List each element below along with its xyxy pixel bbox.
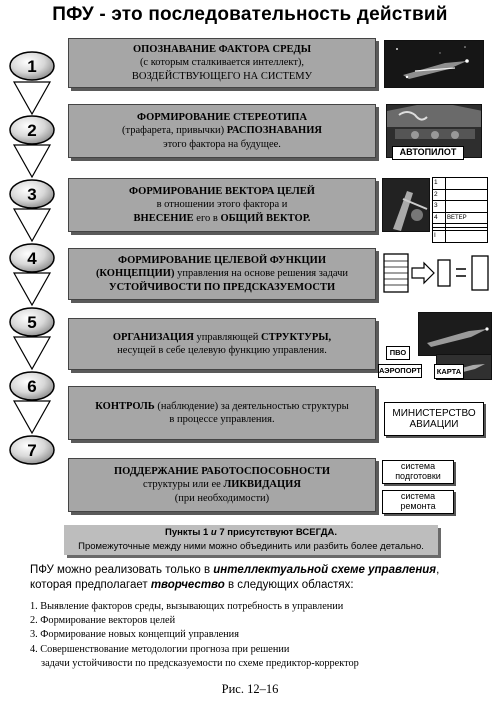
list-item: задачи устойчивости по предсказуемости по схеме предиктор-корректор: [41, 657, 359, 669]
pvo-label: ПВО: [386, 346, 410, 360]
note-text: Пункты 1: [164, 527, 211, 538]
ministry-box: МИНИСТЕРСТВО АВИАЦИИ: [384, 402, 484, 436]
creative-areas-list: [30, 600, 490, 671]
step-number-7: 7: [27, 441, 37, 460]
intro-paragraph: ПФУ можно реализовать только в интеллектуальной схеме управления, которая предполагает творчество в следующих областях:: [30, 564, 440, 591]
flow-arrow-3: [14, 209, 50, 241]
vector-row-num: 4: [433, 212, 446, 224]
training-system-box: система подготовки: [382, 460, 454, 484]
autopilot-label: АВТОПИЛОТ: [392, 146, 464, 160]
list-item: 4. Совершенствование методологии прогноза при решении: [30, 643, 290, 655]
flow-arrow-1: [14, 82, 50, 114]
vector-row-num: 2: [433, 189, 446, 201]
note-detail: Промежуточные между ними можно объединить или разбить более детально.: [78, 540, 424, 552]
step-box-1: ОПОЗНАВАНИЕ ФАКТОРА СРЕДЫ (с которым сталкивается интеллект), ВОЗДЕЙСТВУЮЩЕГО НА СИСТЕМУ: [68, 38, 376, 88]
step-flow-arrows: [0, 44, 64, 504]
flow-arrow-6: [14, 401, 50, 433]
flow-arrow-4: [14, 273, 50, 305]
step-number-4: 4: [27, 249, 37, 268]
arrow-right-icon: [412, 263, 434, 283]
night-plane-photo: [384, 40, 484, 88]
vector-photo: [382, 178, 430, 232]
vector-row-num: 1: [433, 178, 446, 190]
airport-label: АЭРОПОРТ: [378, 364, 422, 378]
page-title: ПФУ - это последовательность действий: [52, 4, 448, 25]
result-box-icon: [472, 256, 488, 290]
step-box-7: ПОДДЕРЖАНИЕ РАБОТОСПОСОБНОСТИ структуры или ее ЛИКВИДАЦИЯ (при необходимости): [68, 458, 376, 512]
repair-system-box: система ремонта: [382, 490, 454, 514]
list-item: 2. Формирование векторов целей: [30, 615, 176, 627]
plane-photo-large: [418, 312, 492, 356]
target-function-diagram: [382, 252, 492, 296]
step-box-6: КОНТРОЛЬ (наблюдение) за деятельностью структуры в процессе управления.: [68, 386, 376, 440]
map-label: КАРТА: [434, 364, 464, 379]
list-item: 1. Выявление факторов среды, вызывающих потребность в управлении: [30, 601, 344, 612]
step-number-1: 1: [27, 57, 37, 76]
vector-wind-label: ВЕТЕР: [446, 212, 488, 224]
figure-caption: Рис. 12–16: [221, 682, 279, 696]
step-number-3: 3: [27, 185, 37, 204]
step-number-2: 2: [27, 121, 37, 140]
flow-arrow-5: [14, 337, 50, 369]
plane-icon: [419, 313, 492, 356]
step-box-3: ФОРМИРОВАНИЕ ВЕКТОРА ЦЕЛЕЙ в отношении этого фактора и ВНЕСЕНИЕ его в ОБЩИЙ ВЕКТОР.: [68, 178, 376, 232]
vector-row-num: I: [433, 231, 446, 243]
crane-icon: [383, 179, 430, 232]
note-banner: Пункты 1 и 7 присутствуют ВСЕГДА. Промежуточные между ними можно объединить или разбить более детально.: [64, 525, 438, 555]
step-number-5: 5: [27, 313, 37, 332]
plane-lights-icon: [385, 41, 484, 88]
step-number-6: 6: [27, 377, 37, 396]
goal-vector-table: [432, 177, 488, 243]
step-box-5: ОРГАНИЗАЦИЯ управляющей СТРУКТУРЫ, несущей в себе целевую функцию управления.: [68, 318, 376, 370]
step-box-4: ФОРМИРОВАНИЕ ЦЕЛЕВОЙ ФУНКЦИИ (КОНЦЕПЦИИ) управления на основе решения задачи УСТОЙЧИВОСТИ ПО ПРЕДСКАЗУЕМОСТИ: [68, 248, 376, 300]
list-item: 3. Формирование новых концепций управления: [30, 629, 239, 641]
vector-row-num: 3: [433, 201, 446, 213]
flow-arrow-2: [14, 145, 50, 177]
function-box-icon: [438, 260, 450, 286]
step-box-2: ФОРМИРОВАНИЕ СТЕРЕОТИПА (трафарета, привычки) РАСПОЗНАВАНИЯ этого фактора на будущее.: [68, 104, 376, 158]
